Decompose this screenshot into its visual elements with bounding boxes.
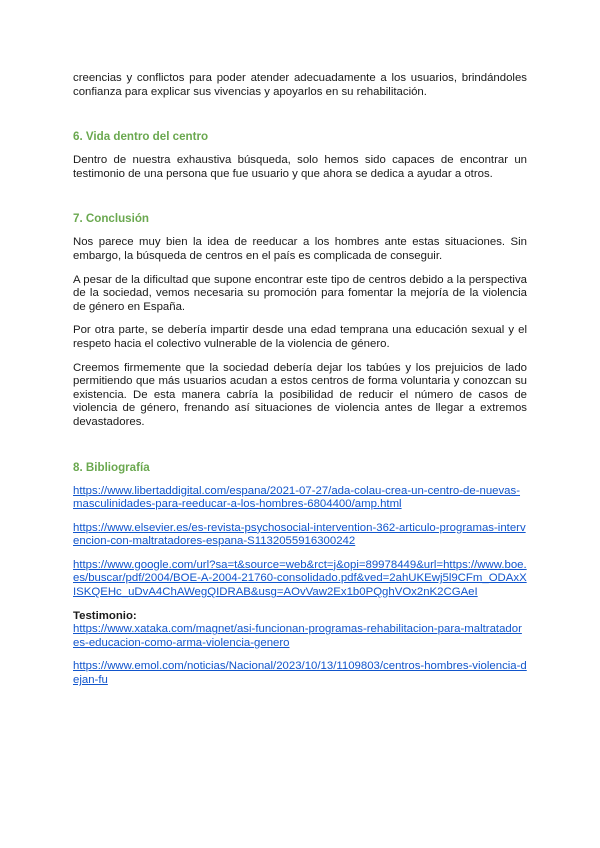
section-8-heading: 8. Bibliografía — [73, 460, 150, 474]
document-page — [73, 72, 527, 688]
conclusion-paragraph-3: Por otra parte, se debería impartir desde una edad temprana una educación sexual y el respeto hacia el colectivo vulnerable de la violencia de género. — [73, 324, 527, 350]
section-6-paragraph: Dentro de nuestra exhaustiva búsqueda, solo hemos sido capaces de encontrar un testimonio de una persona que fue usuario y que ahora se dedica a ayudar a otros. — [73, 154, 527, 180]
section-7-heading: 7. Conclusión — [73, 212, 150, 226]
bibliography-link-2[interactable]: https://www.elsevier.es/es-revista-psychosocial-intervention-362-articulo-programas-intervencion-con-maltratadores-espana-S1132055916300242 — [73, 521, 526, 548]
intro-paragraph: creencias y conflictos para poder atender adecuadamente a los usuarios, brindándoles confianza para explicar sus vivencias y apoyarlos en su rehabilitación. — [73, 72, 527, 98]
conclusion-paragraph-4: Creemos firmemente que la sociedad debería dejar los tabúes y los prejuicios de lado permitiendo que más usuarios acudan a estos centros de forma voluntaria y conozcan su existencia. De esta manera cabría la posibilidad de reducir el número de casos de violencia de género, frenando así situaciones de violencia antes de llegar a extremos devastadores. — [73, 361, 527, 428]
testimonio-link-2[interactable]: https://www.emol.com/noticias/Nacional/2023/10/13/1109803/centros-hombres-violencia-dejan-fu — [73, 660, 527, 687]
bibliography-link-1[interactable]: https://www.libertaddigital.com/espana/2021-07-27/ada-colau-crea-un-centro-de-nuevas-masculinidades-para-reeducar-a-los-hombres-6804400/amp.html — [73, 484, 521, 511]
testimonio-label: Testimonio: — [73, 609, 137, 622]
conclusion-paragraph-2: A pesar de la dificultad que supone encontrar este tipo de centros debido a la perspectiva de la sociedad, vemos necesaria su promoción para fomentar la mejoría de la violencia de género en España. — [73, 273, 527, 313]
testimonio-link-1[interactable]: https://www.xataka.com/magnet/asi-funcionan-programas-rehabilitacion-para-maltratadores-educacion-como-arma-violencia-genero — [73, 623, 522, 649]
section-6-heading: 6. Vida dentro del centro — [73, 130, 209, 144]
conclusion-paragraph-1: Nos parece muy bien la idea de reeducar a los hombres ante estas situaciones. Sin embargo, la búsqueda de centros en el país es complicada de conseguir. — [73, 236, 527, 262]
bibliography-link-3[interactable]: https://www.google.com/url?sa=t&source=web&rct=j&opi=89978449&url=https://www.boe.es/buscar/pdf/2004/BOE-A-2004-21760-consolidado.pdf&ved=2ahUKEwj5l9CFm_ODAxXISKQEHc_uDvA4ChAWegQIDRAB&usg=AOvVaw2Ex1b0PQghVOx2nK2CGAeI — [73, 558, 527, 599]
